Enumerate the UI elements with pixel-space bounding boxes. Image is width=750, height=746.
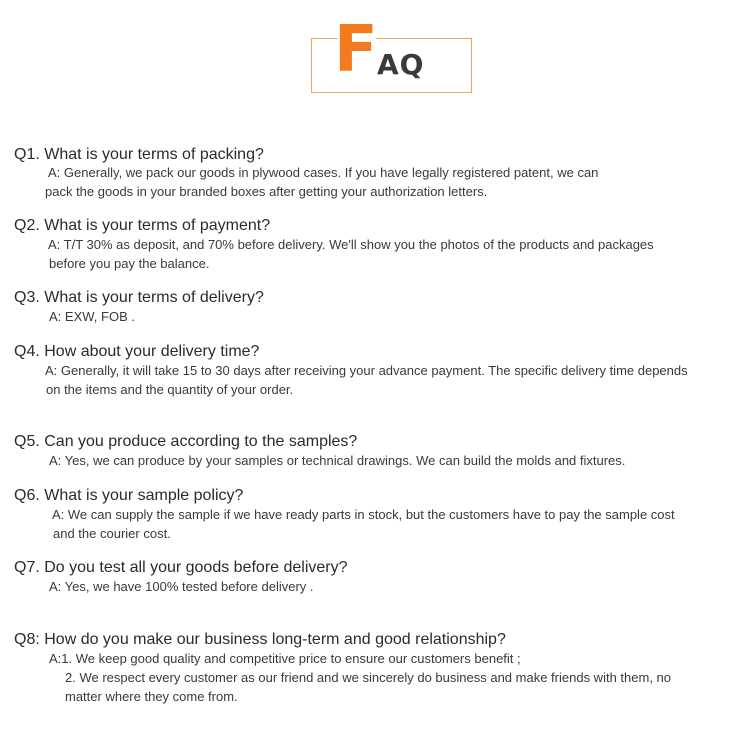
faq-answer-2-line-1: A: T/T 30% as deposit, and 70% before delivery. We'll show you the photos of the products and packages <box>48 237 654 252</box>
faq-answer-6-line-2: and the courier cost. <box>53 526 171 541</box>
faq-answer-1-line-1: A: Generally, we pack our goods in plywood cases. If you have legally registered patent, we can <box>48 165 599 180</box>
faq-question-6: Q6. What is your sample policy? <box>14 487 244 504</box>
faq-logo-letter-f: F <box>334 13 378 87</box>
faq-answer-4-line-1: A: Generally, it will take 15 to 30 days after receiving your advance payment. The specific delivery time depends <box>45 363 688 378</box>
faq-answer-8-line-3: matter where they come from. <box>65 689 238 704</box>
faq-answer-3-line-1: A: EXW, FOB . <box>49 309 135 324</box>
faq-answer-4-line-2: on the items and the quantity of your order. <box>46 382 294 397</box>
faq-question-7: Q7. Do you test all your goods before delivery? <box>14 559 348 576</box>
faq-question-3: Q3. What is your terms of delivery? <box>14 289 264 306</box>
faq-logo-letters-aq: AQ <box>377 48 425 81</box>
faq-question-1: Q1. What is your terms of packing? <box>14 146 264 163</box>
faq-question-4: Q4. How about your delivery time? <box>14 343 260 360</box>
faq-answer-8-line-1: A:1. We keep good quality and competitive price to ensure our customers benefit ; <box>49 651 521 666</box>
faq-question-8: Q8: How do you make our business long-term and good relationship? <box>14 631 506 648</box>
faq-question-5: Q5. Can you produce according to the samples? <box>14 433 358 450</box>
faq-question-2: Q2. What is your terms of payment? <box>14 217 271 234</box>
faq-answer-1-line-2: pack the goods in your branded boxes after getting your authorization letters. <box>45 184 488 199</box>
faq-answer-8-line-2: 2. We respect every customer as our friend and we sincerely do business and make friends with them, no <box>65 670 671 685</box>
faq-answer-2-line-2: before you pay the balance. <box>49 256 210 271</box>
faq-answer-6-line-1: A: We can supply the sample if we have ready parts in stock, but the customers have to pay the sample cost <box>52 507 675 522</box>
faq-answer-7-line-1: A: Yes, we have 100% tested before delivery . <box>49 579 314 594</box>
faq-answer-5-line-1: A: Yes, we can produce by your samples or technical drawings. We can build the molds and fixtures. <box>49 453 626 468</box>
